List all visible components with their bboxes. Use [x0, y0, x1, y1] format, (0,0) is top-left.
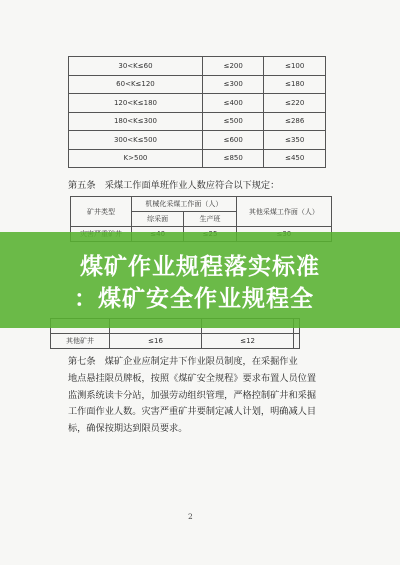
table-cell: ≤180: [264, 75, 326, 94]
table-row: [69, 94, 326, 113]
banner-title-line-2: ：煤矿安全作业规程全: [74, 286, 314, 312]
table-cell: ≤300: [202, 75, 264, 94]
banner-title-line-1: 煤矿作业规程落实标准: [80, 254, 320, 280]
page-number: 2: [188, 512, 193, 521]
header-mech-face: 机械化采煤工作面（人）: [132, 197, 237, 212]
table-cell: [294, 334, 300, 349]
table-cell: ≤220: [264, 94, 326, 113]
table-cell: 60<K≤120: [69, 75, 203, 94]
header-mech-sub2: 生产班: [184, 212, 236, 227]
staffing-table-top: [68, 56, 326, 168]
table-cell: ≤100: [264, 57, 326, 76]
table-cell: ≤350: [264, 131, 326, 150]
table-cell: ≤450: [264, 149, 326, 168]
header-mech-sub1: 综采面: [132, 212, 184, 227]
article-5-text: 第五条 采煤工作面单班作业人数应符合以下规定：: [68, 180, 280, 191]
table-cell: ≤500: [202, 112, 264, 131]
table-cell: ≤16: [110, 334, 202, 349]
table-cell: 其他矿井: [51, 334, 110, 349]
table-row: [69, 57, 326, 76]
table-cell: 180<K≤300: [69, 112, 203, 131]
header-other-face: 其他采煤工作面（人）: [236, 197, 331, 227]
table-cell: ≤850: [202, 149, 264, 168]
table-cell: ≤400: [202, 94, 264, 113]
table-row: [69, 112, 326, 131]
article-7-paragraph: 第七条 煤矿企业应制定井下作业限员制度，在采掘作业 地点悬挂限员牌板，按照《煤矿安全规程》要求布置人员位置 监测系统读卡分站，加强劳动组织管理，严格控制矿井和采掘 工作面作业人数。灾害严重矿井要制定减人计划，明确减人目 标，确保按期达到限员要求。: [68, 356, 317, 435]
table-cell: 120<K≤180: [69, 94, 203, 113]
table-cell: ≤600: [202, 131, 264, 150]
table-cell: ≤286: [264, 112, 326, 131]
table-row: [69, 131, 326, 150]
table-cell: 300<K≤500: [69, 131, 203, 150]
header-mine-type: 矿井类型: [71, 197, 132, 227]
table-cell: K>500: [69, 149, 203, 168]
table-cell: ≤200: [202, 57, 264, 76]
table-row: [69, 75, 326, 94]
table-cell: ≤12: [202, 334, 294, 349]
table-row: [69, 149, 326, 168]
table-cell: 30<K≤60: [69, 57, 203, 76]
